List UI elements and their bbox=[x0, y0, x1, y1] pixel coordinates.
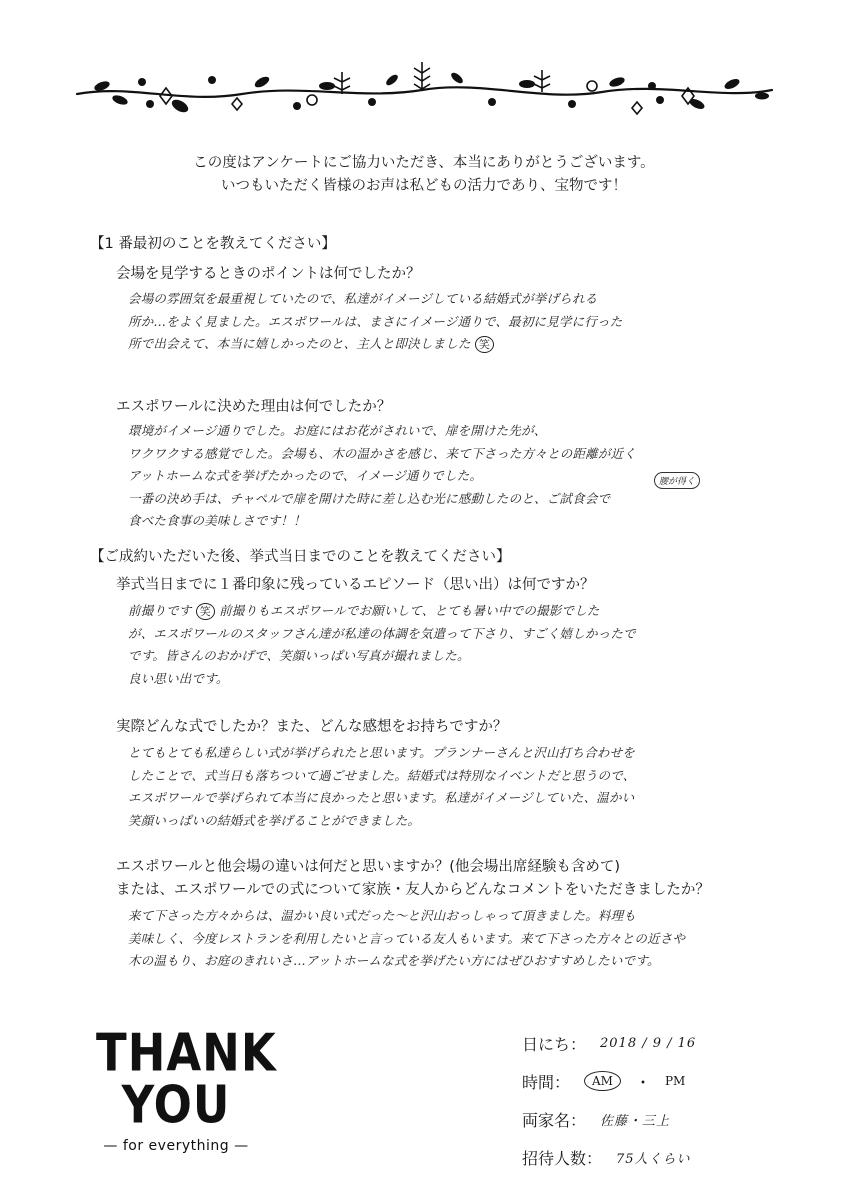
you-text: YOU bbox=[121, 1073, 231, 1135]
answer-3-line: 良い思い出です。 bbox=[128, 670, 229, 686]
guests-value: 75人くらい bbox=[616, 1151, 691, 1167]
family-value: 佐藤・三上 bbox=[600, 1113, 671, 1129]
question-3: 挙式当日までに１番印象に残っているエピソード（思い出）は何ですか？ bbox=[116, 577, 595, 593]
answer-4-line: エスポワールで挙げられて本当に良かったと思います。私達がイメージしていた、温かい bbox=[128, 790, 635, 805]
answer-2-line: 食べた食事の美味しさです！！ bbox=[128, 513, 306, 528]
for-everything-text: — for everything — bbox=[103, 1138, 249, 1154]
question-5-line-1: エスポワールと他会場の違いは何だと思いますか？(他会場出席経験も含めて) bbox=[116, 859, 621, 875]
answer-2-line: 一番の決め手は、チャペルで扉を開けた時に差し込む光に感動したのと、ご試食会で bbox=[128, 490, 611, 506]
answer-5 bbox=[128, 905, 768, 973]
garland-vine-left bbox=[77, 90, 422, 97]
question-1: 会場を見学するときのポイントは何でしたか？ bbox=[116, 266, 421, 282]
answer-2-line: ワクワクする感覚でした。会場も、木の温かさを感じ、来て下さった方々との距離が近く bbox=[128, 445, 637, 461]
family-row bbox=[522, 1100, 696, 1138]
laugh-emoji: 笑 bbox=[475, 336, 494, 353]
time-label: 時間： bbox=[522, 1072, 571, 1092]
time-pm: PM bbox=[664, 1074, 686, 1088]
answer-1-line: 会場の雰囲気を最重視していたので、私達がイメージしている結婚式が挙げられる bbox=[128, 291, 598, 306]
ceremony-info bbox=[522, 1024, 696, 1176]
floral-garland bbox=[72, 56, 776, 126]
date-row bbox=[522, 1024, 696, 1062]
question-4: 実際どんな式でしたか？また、どんな感想をお持ちですか？ bbox=[116, 719, 508, 735]
time-separator: ・ bbox=[634, 1072, 651, 1092]
section-2-heading: 【ご成約いただいた後、挙式当日までのことを教えてください】 bbox=[90, 549, 511, 565]
laugh-emoji: 笑 bbox=[196, 603, 215, 620]
answer-3-line: です。皆さんのおかげで、笑顔いっぱい写真が撮れました。 bbox=[128, 648, 470, 663]
guests-label: 招待人数： bbox=[522, 1148, 603, 1168]
intro-line-2: いつもいただく皆様のお声は私どもの活力であり、宝物です！ bbox=[221, 178, 627, 194]
answer-3-line: 前撮りです 笑 前撮りもエスポワールでお願いして、とても暑い中での撮影でした bbox=[128, 603, 600, 618]
date-value: 2018 / 9 / 16 bbox=[600, 1035, 697, 1051]
time-row bbox=[522, 1062, 696, 1100]
answer-4 bbox=[128, 742, 768, 832]
answer-1-line: 所で出会えて、本当に嬉しかったのと、主人と即決しました 笑 bbox=[128, 333, 768, 356]
date-label: 日にち： bbox=[522, 1034, 587, 1054]
thank-text: THANK bbox=[96, 1021, 277, 1083]
intro-message bbox=[0, 152, 848, 198]
answer-4-line: したことで、式当日も落ちついて過ごせました。結婚式は特別なイベントだと思うので、 bbox=[128, 767, 636, 783]
question-5 bbox=[116, 855, 710, 899]
thank-you-logo bbox=[96, 1021, 277, 1154]
answer-5-line: 来て下さった方々からは、温かい良い式だった〜と沢山おっしゃって頂きました。料理も bbox=[128, 908, 637, 923]
handwritten-insert-note: 腰が得く bbox=[654, 472, 700, 489]
time-am-circled: AM bbox=[584, 1071, 621, 1091]
answer-3 bbox=[128, 600, 768, 690]
answer-2-line: 環境がイメージ通りでした。お庭にはお花がされいで、扉を開けた先が、 bbox=[128, 423, 547, 438]
answer-3-line: が、エスポワールのスタッフさん達が私達の体調を気遣って下さり、すごく嬉しかったで bbox=[128, 625, 636, 641]
answer-1-line: 所か…をよく見ました。エスポワールは、まさにイメージ通りで、最初に見学に行った bbox=[128, 313, 623, 329]
intro-line-1: この度はアンケートにご協力いただき、本当にありがとうございます。 bbox=[193, 155, 655, 171]
section-1-heading: 【1 番最初のことを教えてください】 bbox=[90, 236, 336, 252]
answer-5-line: 木の温もり、お庭のきれいさ…アットホームな式を挙げたい方にはぜひおすすめしたいです。 bbox=[128, 953, 660, 968]
question-2: エスポワールに決めた理由は何でしたか？ bbox=[116, 399, 392, 415]
answer-1 bbox=[128, 288, 768, 356]
question-5-line-2: または、エスポワールでの式について家族・友人からどんなコメントをいただきましたか？ bbox=[116, 882, 710, 898]
guests-row bbox=[522, 1138, 696, 1176]
answer-5-line: 美味しく、今度レストランを利用したいと言っている友人もいます。来て下さった方々との近さや bbox=[128, 930, 686, 946]
family-label: 両家名： bbox=[522, 1110, 587, 1130]
answer-4-line: 笑顔いっぱいの結婚式を挙げることができました。 bbox=[128, 812, 421, 828]
answer-2-line: アットホームな式を挙げたかったので、イメージ通りでした。 bbox=[128, 468, 483, 483]
answer-4-line: とてもとても私達らしい式が挙げられたと思います。プランナーさんと沢山打ち合わせを bbox=[128, 745, 636, 760]
